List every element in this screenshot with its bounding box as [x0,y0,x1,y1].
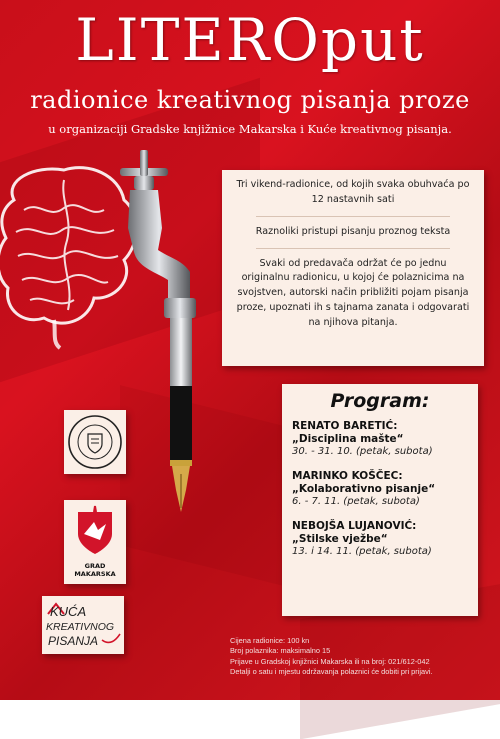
svg-text:KUĆA: KUĆA [50,604,87,619]
kuca-kreativnog-pisanja-logo [42,596,124,654]
poster-title: LITEROput [75,6,425,74]
poster-subtitle: radionice kreativnog pisanja proze [30,86,470,114]
library-logo [64,410,126,474]
info-text-description: Svaki od predavača održat će po jednu originalnu radionicu, u kojoj će polaznicima na svojstven, autorski način približiti pojam pisanja proze, upoznati ih s tajnama zanata i odgovarati na njihova pitanja. [236,257,470,329]
program-workshop-title: „Stilske vježbe“ [292,533,388,545]
details-line: Detalji o satu i mjestu održavanja polaznici će dobiti pri prijavi. [230,667,433,677]
program-entry [292,470,468,507]
program-title: Program: [330,390,430,412]
program-entry [292,420,468,457]
program-workshop-title: „Disciplina mašte“ [292,433,404,445]
footer-details [230,636,492,677]
program-author: MARINKO KOŠČEC: [292,470,403,482]
program-workshop-title: „Kolaborativno pisanje“ [292,483,436,495]
program-date: 6. - 7. 11. (petak, subota) [292,496,420,507]
svg-text:PISANJA: PISANJA [48,634,99,648]
price-line: Cijena radionice: 100 kn [230,636,310,645]
registration-line: Prijave u Gradskoj knjižnici Makarska ili na broj: 021/612-042 [230,656,430,666]
program-panel [282,384,478,616]
city-logo [64,500,126,584]
info-text-approaches: Raznoliki pristupi pisanju proznog teksta [255,225,451,237]
svg-text:KREATIVNOG: KREATIVNOG [46,621,115,633]
info-panel [222,170,484,366]
program-date: 30. - 31. 10. (petak, subota) [292,446,433,457]
capacity-line: Broj polaznika: maksimalno 15 [230,646,331,656]
library-seal-icon [64,410,126,474]
kuca-logo-mark [42,596,124,654]
tap-with-pen-illustration [120,140,230,520]
city-coat-of-arms-icon [64,500,126,562]
info-text-workshops: Tri vikend-radionice, od kojih svaka obuhvaća po 12 nastavnih sati [236,179,470,205]
organizer-line: u organizaciji Gradske knjižnice Makarska i Kuće kreativnog pisanja. [48,122,452,136]
program-entry [292,520,468,557]
program-date: 13. i 14. 11. (petak, subota) [292,546,432,557]
program-author: NEBOJŠA LUJANOVIĆ: [292,520,417,532]
info-divider [256,216,450,217]
program-author: RENATO BARETIĆ: [292,420,398,432]
city-label: GRAD MAKARSKA [74,562,116,578]
info-divider [256,248,450,249]
